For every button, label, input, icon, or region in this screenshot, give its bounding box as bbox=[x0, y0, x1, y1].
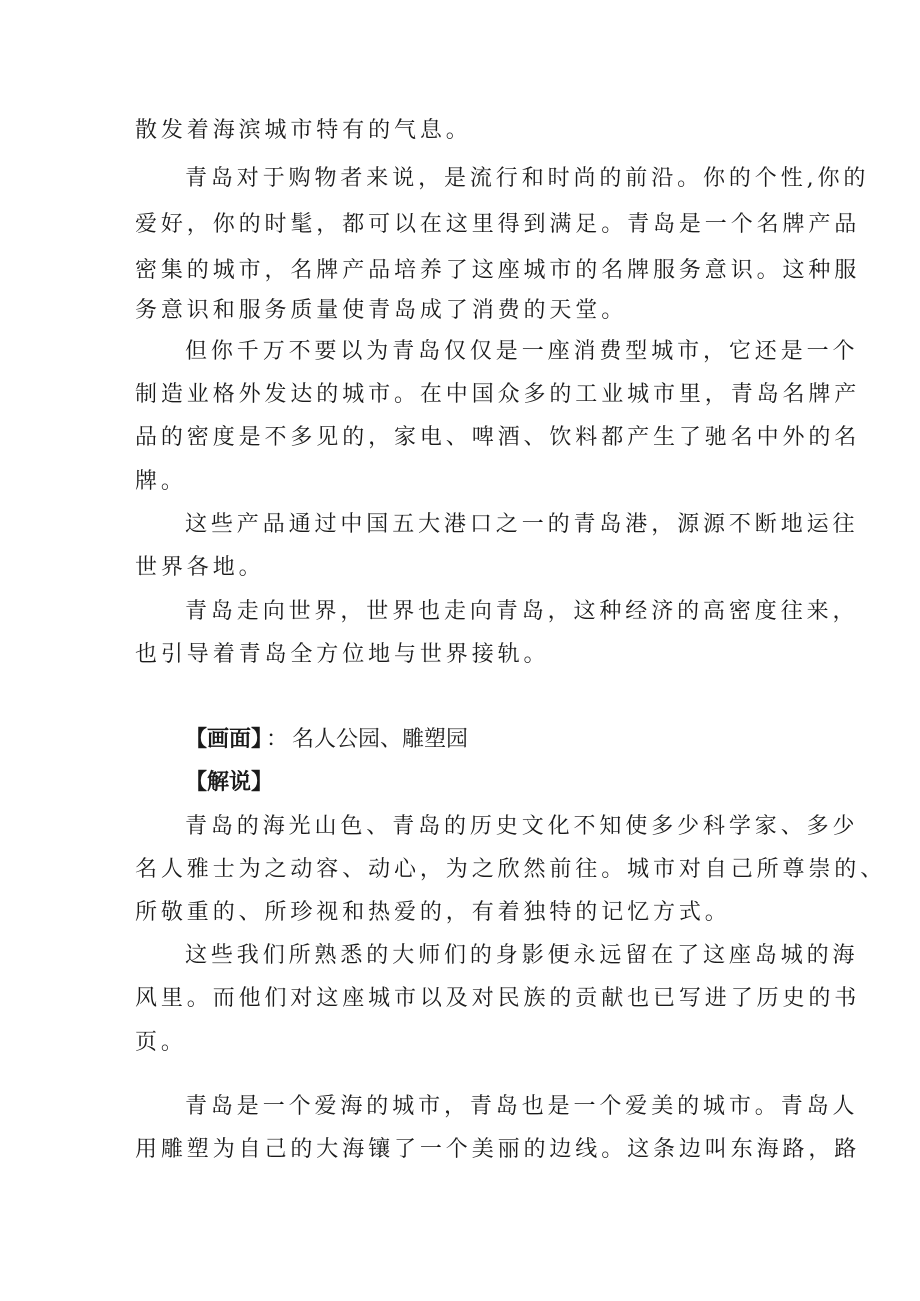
paragraph-line: 这些产品通过中国五大港口之一的青岛港，源源不断地运往 bbox=[185, 512, 859, 537]
paragraph-line: 但你千万不要以为青岛仅仅是一座消费型城市，它还是一个 bbox=[185, 339, 859, 364]
narration-heading: 【解说】 bbox=[185, 770, 274, 795]
paragraph-line: 散发着海滨城市特有的气息。 bbox=[135, 118, 472, 143]
paragraph-line: 页。 bbox=[135, 1030, 187, 1055]
scene-heading bbox=[185, 726, 468, 754]
scene-content: 名人公园、雕塑园 bbox=[292, 727, 469, 752]
paragraph-line: 用雕塑为自己的大海镶了一个美丽的边线。这条边叫东海路，路 bbox=[135, 1137, 861, 1162]
scene-separator: ： bbox=[266, 727, 289, 752]
paragraph-line: 青岛是一个爱海的城市，青岛也是一个爱美的城市。青岛人 bbox=[185, 1094, 859, 1119]
paragraph-line: 爱好，你的时髦，都可以在这里得到满足。青岛是一个名牌产品 bbox=[135, 212, 861, 237]
paragraph-line: 青岛的海光山色、青岛的历史文化不知使多少科学家、多少 bbox=[185, 814, 859, 839]
paragraph-line: 务意识和服务质量使青岛成了消费的天堂。 bbox=[135, 298, 628, 323]
paragraph-line: 制造业格外发达的城市。在中国众多的工业城市里，青岛名牌产 bbox=[135, 382, 861, 407]
paragraph-line: 这些我们所熟悉的大师们的身影便永远留在了这座岛城的海 bbox=[185, 943, 859, 968]
paragraph-line: 风里。而他们对这座城市以及对民族的贡献也已写进了历史的书 bbox=[135, 986, 861, 1011]
paragraph-line: 密集的城市，名牌产品培养了这座城市的名牌服务意识。这种服 bbox=[135, 258, 861, 283]
paragraph-line: 青岛对于购物者来说，是流行和时尚的前沿。你的个性,你的 bbox=[185, 166, 870, 191]
paragraph-line: 世界各地。 bbox=[135, 555, 265, 580]
paragraph-line: 品的密度是不多见的，家电、啤酒、饮料都产生了驰名中外的名 bbox=[135, 425, 861, 450]
paragraph-line: 名人雅士为之动容、动心，为之欣然前往。城市对自己所尊崇的、 bbox=[135, 857, 887, 882]
paragraph-line: 牌。 bbox=[135, 469, 187, 494]
paragraph-line: 也引导着青岛全方位地与世界接轨。 bbox=[135, 642, 550, 667]
scene-label: 【画面】 bbox=[185, 727, 263, 752]
paragraph-line: 青岛走向世界，世界也走向青岛，这种经济的高密度往来， bbox=[185, 599, 859, 624]
paragraph-line: 所敬重的、所珍视和热爱的，有着独特的记忆方式。 bbox=[135, 900, 731, 925]
